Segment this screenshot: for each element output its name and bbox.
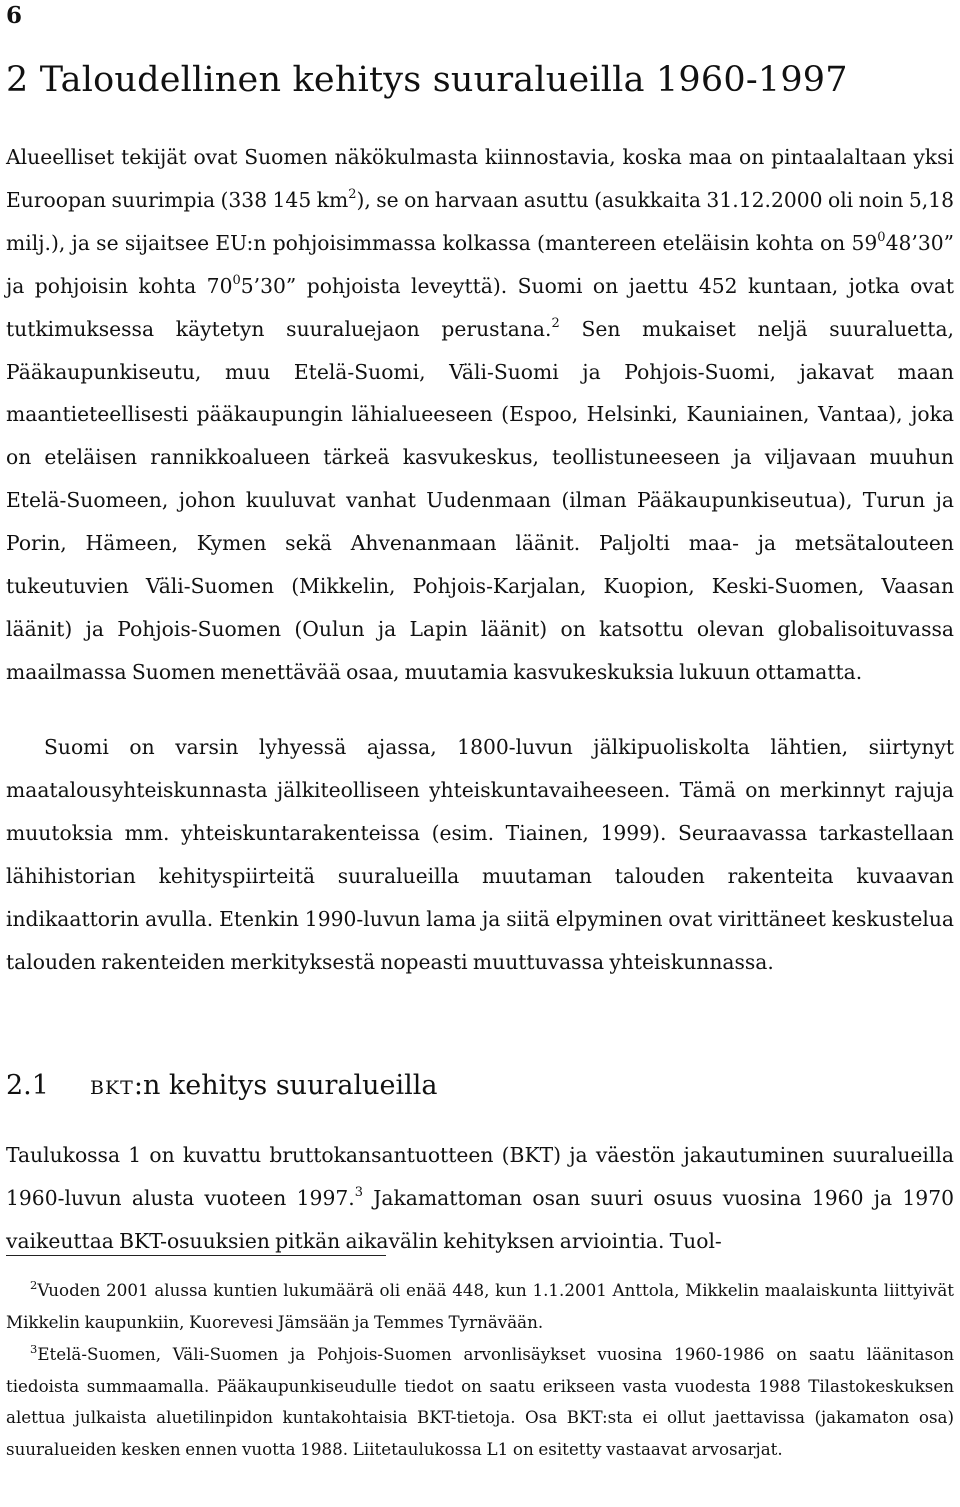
subsection-title-rest: :n kehitys suuralueilla: [133, 1070, 438, 1101]
subsection-title-abbrev: bkt: [90, 1070, 134, 1101]
footnote-divider: [6, 1255, 386, 1256]
subsection-heading: [6, 1070, 437, 1101]
footnote-3-mark: 3: [30, 1342, 38, 1356]
subsection-number: 2.1: [6, 1070, 49, 1101]
footnote-3: [6, 1339, 954, 1465]
para3-text-2: Jakamattoman osan suuri osuus vuosina 1960 ja 1970 vaikeuttaa BKT-osuuksien pitkän aikavälin kehityksen arviointia. Tuol-: [6, 1185, 954, 1253]
para3-text-1: Taulukossa 1 on kuvattu bruttokansantuotteen (BKT) ja väestön jakautuminen suuralueilla 1960-luvun alusta vuoteen 1997.: [6, 1143, 954, 1210]
para1-text-2: ), se on harvaan asuttu (asukkaita 31.12.2000 oli noin 5,18 milj.), ja se sijaitsee EU:n pohjoisimmassa kolkassa (mantereen eteläisin kohta on 59: [6, 187, 955, 255]
para1-text-3: 48’30” ja pohjoisin kohta 70: [6, 230, 954, 298]
para1-text-4: 5’30” pohjoista leveyttä). Suomi on jaettu 452 kuntaan, jotka ovat tutkimuksessa käytetyn suuraluejaon perustana.: [6, 273, 954, 341]
footnote-ref-2: 2: [551, 315, 560, 331]
footnote-2: [6, 1275, 954, 1338]
superscript-degree-1: 0: [877, 229, 886, 245]
section-heading: 2 Taloudellinen kehitys suuralueilla 1960-1997: [6, 60, 848, 100]
superscript-degree-2: 0: [232, 272, 241, 288]
page-number: 6: [6, 2, 23, 29]
body-paragraph-3: [6, 1134, 954, 1263]
superscript-km2: 2: [348, 186, 357, 202]
footnote-3-text: Etelä-Suomen, Väli-Suomen ja Pohjois-Suomen arvonlisäykset vuosina 1960-1986 on saatu läänitason tiedoista summaamalla. Pääkaupunkiseudulle tiedot on saatu erikseen vasta vuodesta 1988 Tilastokeskuksen alettua julkaista aluetilinpidon kuntakohtaisia BKT-tietoja. Osa BKT:sta ei ollut jaettavissa (jakamaton osa) suuralueiden kesken ennen vuotta 1988. Liitetaulukossa L1 on esitetty vastaavat arvosarjat.: [6, 1344, 954, 1459]
para1-text-1: Alueelliset tekijät ovat Suomen näkökulmasta kiinnostavia, koska maa on pintaalaltaan yksi Euroopan suurimpia (338 145 km: [6, 145, 954, 212]
body-paragraph-1: [6, 136, 954, 694]
para1-text-5: Sen mukaiset neljä suuraluetta, Pääkaupunkiseutu, muu Etelä-Suomi, Väli-Suomi ja Pohjois-Suomi, jakavat maan maantieteellisesti pääkaupungin lähialueeseen (Espoo, Helsinki, Kauniainen, Vantaa), joka on eteläisen rannikkoalueen tärkeä kasvukeskus, teollistuneeseen ja viljavaan muuhun Etelä-Suomeen, johon kuuluvat vanhat Uudenmaan (ilman Pääkaupunkiseutua), Turun ja Porin, Hämeen, Kymen sekä Ahvenanmaan läänit. Paljolti maa- ja metsätalouteen tukeutuvien Väli-Suomen (Mikkelin, Pohjois-Karjalan, Kuopion, Keski-Suomen, Vaasan läänit) ja Pohjois-Suomen (Oulun ja Lapin läänit) on katsottu olevan globalisoituvassa maailmassa Suomen menettävää osaa, muutamia kasvukeskuksia lukuun ottamatta.: [6, 316, 954, 684]
footnote-2-text: Vuoden 2001 alussa kuntien lukumäärä oli enää 448, kun 1.1.2001 Anttola, Mikkelin maalaiskunta liittyivät Mikkelin kaupunkiin, Kuorevesi Jämsään ja Temmes Tyrnävään.: [6, 1280, 954, 1332]
footnote-2-mark: 2: [30, 1278, 38, 1292]
footnote-ref-3: 3: [354, 1184, 363, 1200]
body-paragraph-2: Suomi on varsin lyhyessä ajassa, 1800-luvun jälkipuoliskolta lähtien, siirtynyt maatalousyhteiskunnasta jälkiteolliseen yhteiskuntavaiheeseen. Tämä on merkinnyt rajuja muutoksia mm. yhteiskuntarakenteissa (esim. Tiainen, 1999). Seuraavassa tarkastellaan lähihistorian kehityspiirteitä suuralueilla muutaman talouden rakenteita kuvaavan indikaattorin avulla. Etenkin 1990-luvun lama ja siitä elpyminen ovat virittäneet keskustelua talouden rakenteiden merkityksestä nopeasti muuttuvassa yhteiskunnassa.: [6, 735, 954, 974]
